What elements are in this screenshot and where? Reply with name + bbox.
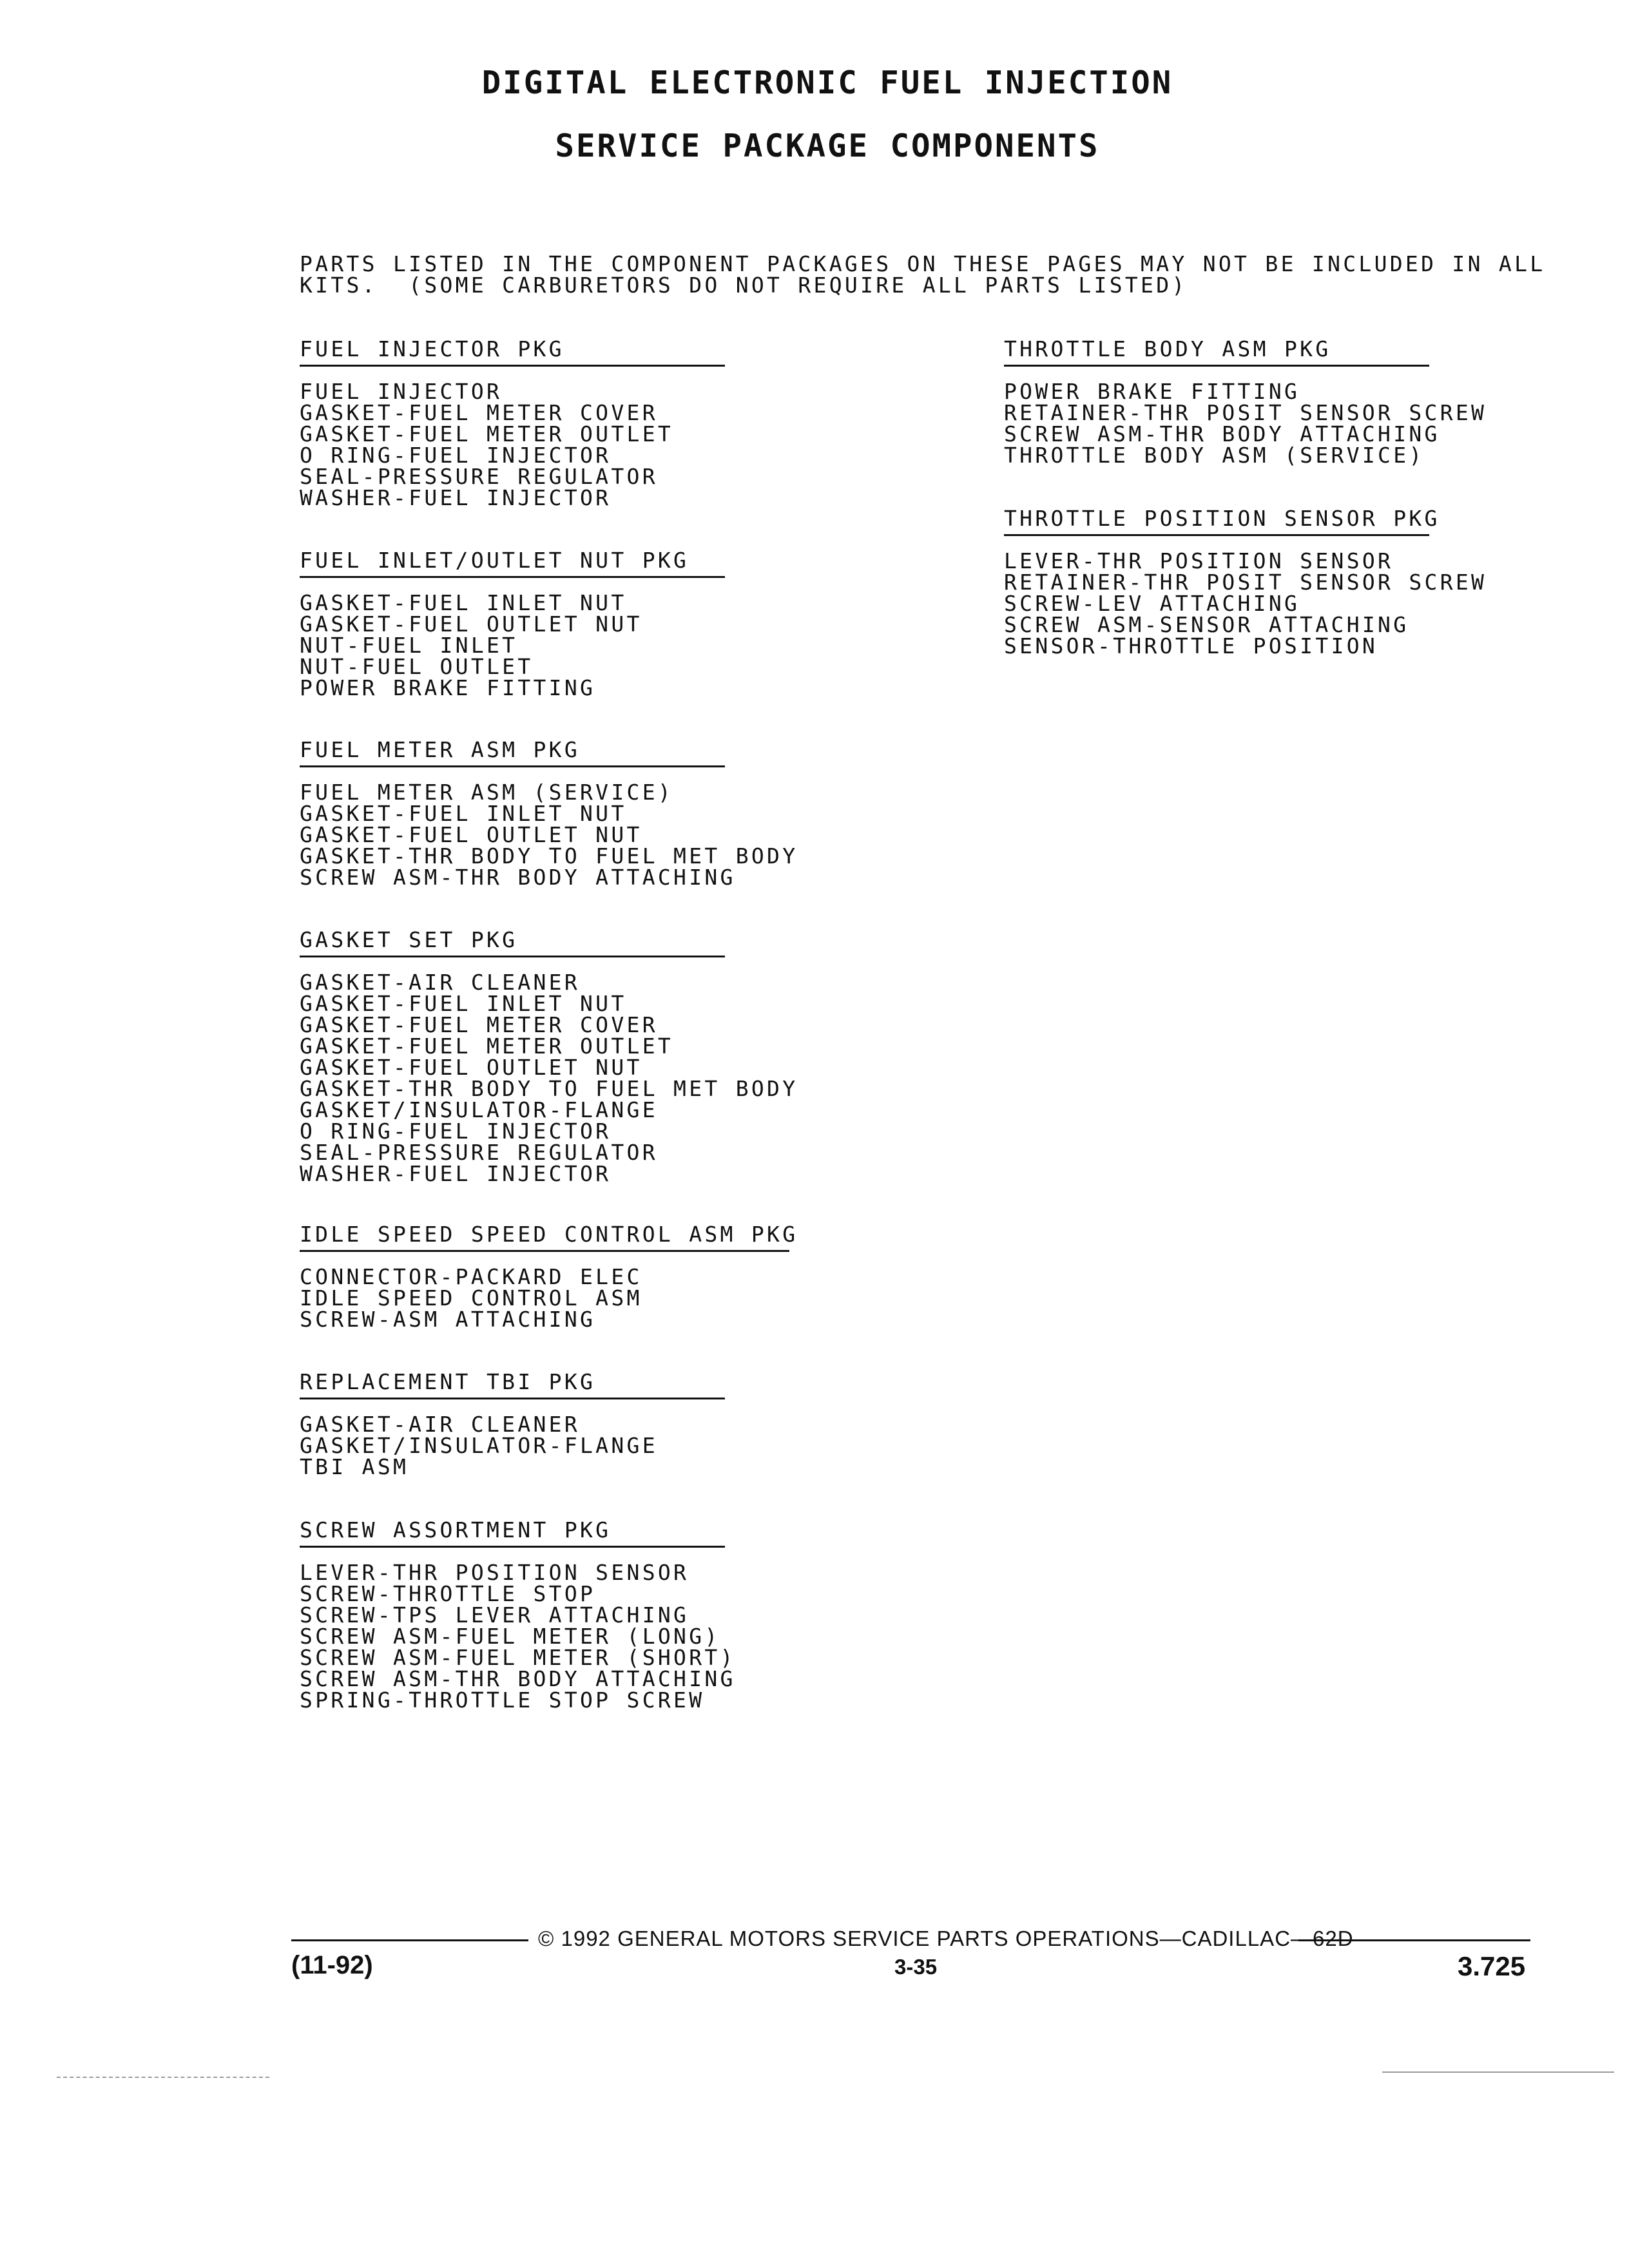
package-item: GASKET-FUEL METER OUTLET xyxy=(300,1033,674,1059)
package-item: GASKET-FUEL INLET NUT xyxy=(300,991,627,1016)
package-heading: THROTTLE BODY ASM PKG xyxy=(1004,336,1429,367)
package-replacement-tbi xyxy=(300,1369,725,1477)
package-item-list xyxy=(300,1562,736,1711)
package-item-list xyxy=(300,381,725,508)
package-item-list xyxy=(1004,381,1487,466)
package-heading: FUEL INJECTOR PKG xyxy=(300,336,725,367)
package-item: WASHER-FUEL INJECTOR xyxy=(300,485,612,510)
package-item: GASKET-AIR CLEANER xyxy=(300,970,581,995)
page-title: DIGITAL ELECTRONIC FUEL INJECTION xyxy=(481,64,1173,101)
scan-artifact-left xyxy=(57,2077,269,2078)
package-item: GASKET-FUEL OUTLET NUT xyxy=(300,611,642,637)
package-item: GASKET/INSULATOR-FLANGE xyxy=(300,1433,658,1458)
package-item: RETAINER-THR POSIT SENSOR SCREW xyxy=(1004,570,1487,595)
package-item: IDLE SPEED CONTROL ASM xyxy=(300,1285,642,1311)
package-item: TBI ASM xyxy=(300,1454,409,1479)
package-item: LEVER-THR POSITION SENSOR xyxy=(300,1560,689,1585)
package-item: POWER BRAKE FITTING xyxy=(1004,379,1300,404)
package-item: SCREW ASM-THR BODY ATTACHING xyxy=(1004,421,1440,447)
package-item: RETAINER-THR POSIT SENSOR SCREW xyxy=(1004,400,1487,425)
package-item-list xyxy=(300,1266,789,1330)
package-item: SCREW-LEV ATTACHING xyxy=(1004,591,1300,616)
intro-line-1: PARTS LISTED IN THE COMPONENT PACKAGES ON THESE PAGES MAY NOT BE INCLUDED IN ALL xyxy=(300,251,1546,276)
package-item: GASKET-FUEL METER COVER xyxy=(300,1012,658,1037)
package-item: NUT-FUEL OUTLET xyxy=(300,654,534,679)
package-item: SCREW ASM-FUEL METER (LONG) xyxy=(300,1624,720,1649)
package-heading: SCREW ASSORTMENT PKG xyxy=(300,1517,725,1548)
package-item: SCREW-TPS LEVER ATTACHING xyxy=(300,1602,689,1628)
package-item-list xyxy=(1004,550,1487,657)
package-item-list xyxy=(300,972,798,1184)
page-subtitle: SERVICE PACKAGE COMPONENTS xyxy=(555,128,1100,164)
package-item: GASKET-FUEL INLET NUT xyxy=(300,590,627,615)
package-item: FUEL METER ASM (SERVICE) xyxy=(300,780,674,805)
package-heading: FUEL METER ASM PKG xyxy=(300,737,725,767)
package-item: GASKET-FUEL METER OUTLET xyxy=(300,421,674,447)
package-item: POWER BRAKE FITTING xyxy=(300,675,596,700)
package-heading: REPLACEMENT TBI PKG xyxy=(300,1369,725,1399)
package-item: GASKET-FUEL OUTLET NUT xyxy=(300,822,642,847)
package-item: THROTTLE BODY ASM (SERVICE) xyxy=(1004,443,1425,468)
package-item: SENSOR-THROTTLE POSITION xyxy=(1004,633,1378,658)
package-item-list xyxy=(300,1414,725,1477)
package-item: SCREW ASM-THR BODY ATTACHING xyxy=(300,865,736,890)
package-item: GASKET-THR BODY TO FUEL MET BODY xyxy=(300,1076,798,1101)
package-item-list xyxy=(300,782,798,888)
intro-line-2: KITS. (SOME CARBURETORS DO NOT REQUIRE ALL PARTS LISTED) xyxy=(300,273,1188,298)
package-item: LEVER-THR POSITION SENSOR xyxy=(1004,548,1394,573)
package-gasket-set xyxy=(300,927,798,1184)
package-item: SEAL-PRESSURE REGULATOR xyxy=(300,1140,658,1165)
package-item: SCREW-THROTTLE STOP xyxy=(300,1581,596,1606)
intro-note xyxy=(300,253,1563,296)
package-fuel-injector xyxy=(300,336,725,508)
scan-artifact-right xyxy=(1382,2071,1614,2073)
package-fuel-inlet-outlet-nut xyxy=(300,548,725,698)
package-item: SPRING-THROTTLE STOP SCREW xyxy=(300,1687,705,1713)
footer-revision-date: (11-92) xyxy=(291,1951,373,1979)
package-heading: THROTTLE POSITION SENSOR PKG xyxy=(1004,506,1429,536)
package-item-list xyxy=(300,592,725,698)
package-item: GASKET-THR BODY TO FUEL MET BODY xyxy=(300,843,798,869)
package-heading: GASKET SET PKG xyxy=(300,927,725,957)
package-item: SCREW ASM-FUEL METER (SHORT) xyxy=(300,1645,736,1670)
package-item: NUT-FUEL INLET xyxy=(300,633,518,658)
package-item: GASKET/INSULATOR-FLANGE xyxy=(300,1097,658,1122)
package-heading: IDLE SPEED SPEED CONTROL ASM PKG xyxy=(300,1222,789,1252)
package-item: SCREW ASM-SENSOR ATTACHING xyxy=(1004,612,1409,637)
package-fuel-meter-asm xyxy=(300,737,798,888)
package-item: GASKET-FUEL INLET NUT xyxy=(300,801,627,826)
package-heading: FUEL INLET/OUTLET NUT PKG xyxy=(300,548,725,578)
package-item: GASKET-AIR CLEANER xyxy=(300,1412,581,1437)
package-item: SEAL-PRESSURE REGULATOR xyxy=(300,464,658,489)
package-screw-assortment xyxy=(300,1517,736,1711)
package-item: O RING-FUEL INJECTOR xyxy=(300,443,612,468)
package-throttle-position-sensor xyxy=(1004,506,1487,657)
package-item: SCREW ASM-THR BODY ATTACHING xyxy=(300,1666,736,1691)
package-item: FUEL INJECTOR xyxy=(300,379,503,404)
package-idle-speed-control-asm xyxy=(300,1222,798,1332)
footer-page-number: 3-35 xyxy=(894,1955,938,1979)
footer-copyright: © 1992 GENERAL MOTORS SERVICE PARTS OPERATIONS—CADILLAC—62D xyxy=(538,1927,1354,1950)
package-item: WASHER-FUEL INJECTOR xyxy=(300,1161,612,1186)
package-item: SCREW-ASM ATTACHING xyxy=(300,1307,596,1332)
package-item: GASKET-FUEL OUTLET NUT xyxy=(300,1055,642,1080)
footer-rule-right xyxy=(1298,1939,1530,1941)
package-throttle-body-asm xyxy=(1004,336,1487,466)
footer-section-number: 3.725 xyxy=(1458,1951,1526,1981)
package-item: O RING-FUEL INJECTOR xyxy=(300,1119,612,1144)
package-item: CONNECTOR-PACKARD ELEC xyxy=(300,1264,642,1289)
package-item: GASKET-FUEL METER COVER xyxy=(300,400,658,425)
footer-rule-left xyxy=(291,1939,528,1941)
